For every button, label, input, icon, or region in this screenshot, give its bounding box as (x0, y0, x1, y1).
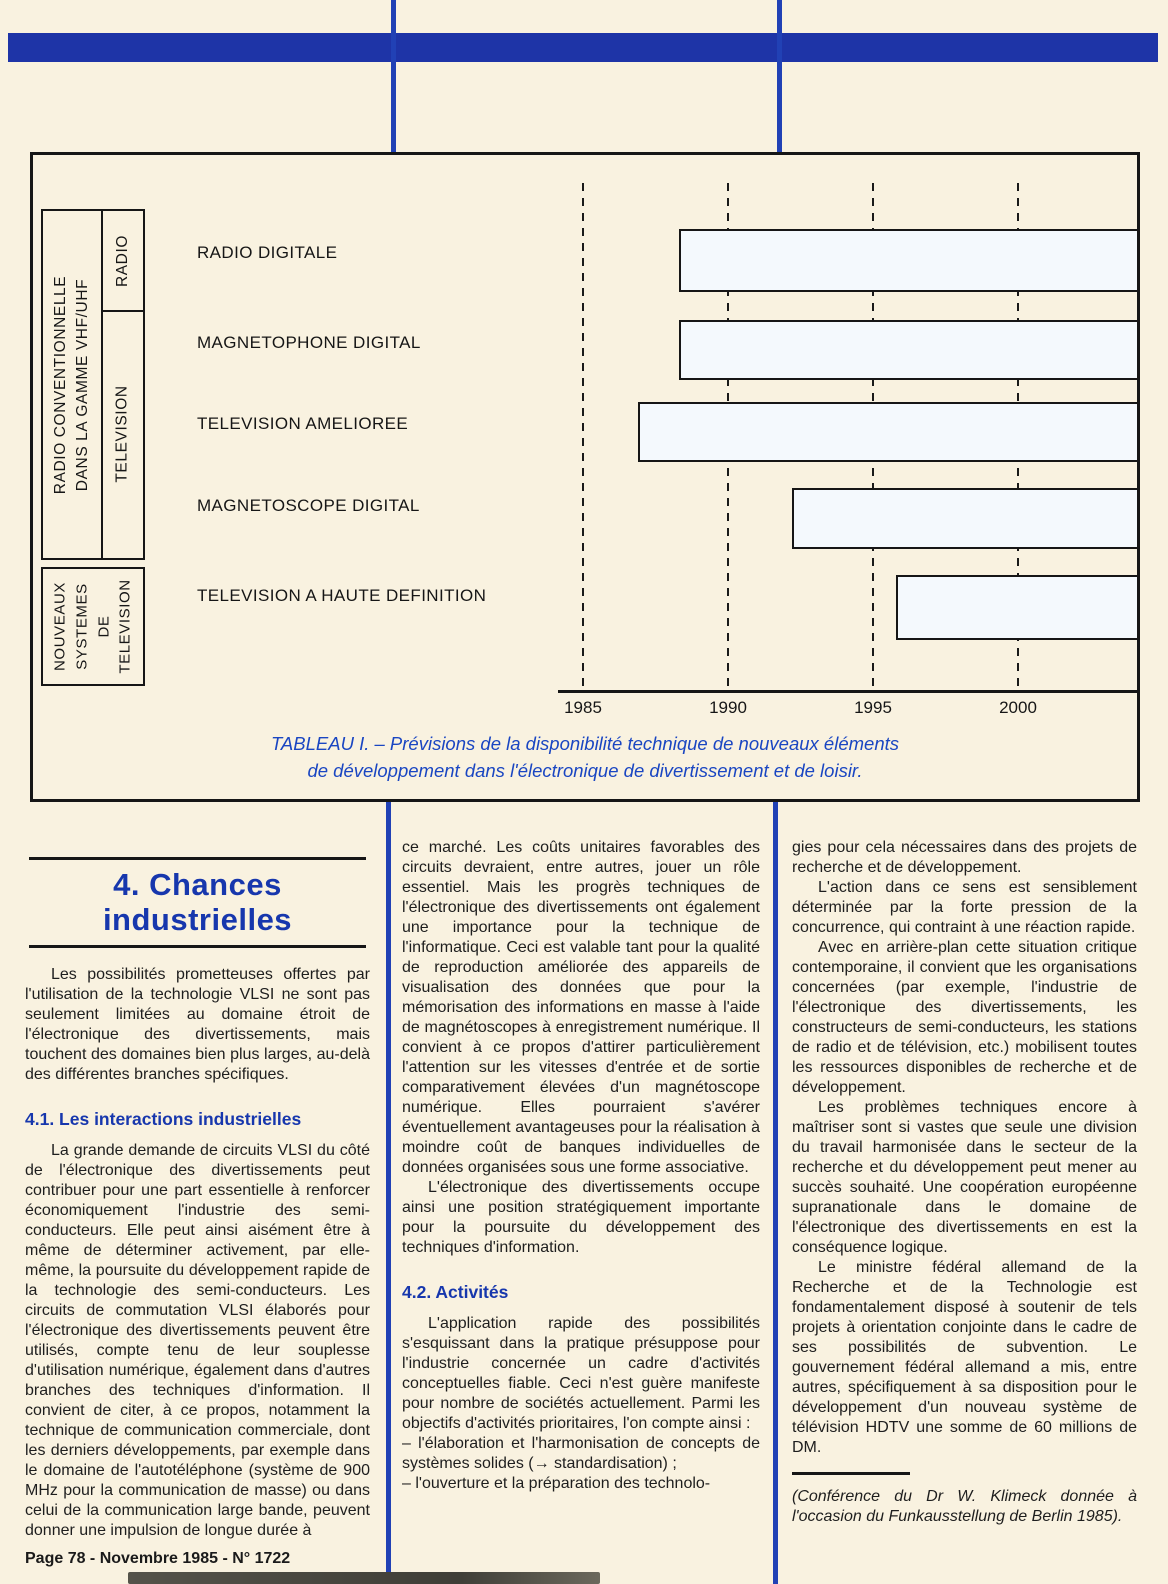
row-label-radio-digitale: RADIO DIGITALE (197, 243, 338, 262)
middle-column (402, 838, 760, 1494)
row-group-table-conventional (41, 209, 145, 560)
figure-caption (33, 730, 1137, 784)
figure-caption-line2: de développement dans l'électronique de divertissement et de loisir. (307, 760, 863, 781)
subsection-heading-4-2: 4.2. Activités (402, 1282, 509, 1302)
list-item: – l'élaboration et l'harmonisation de concepts de systèmes solides (→ standardisation) ; (402, 1435, 760, 1472)
paragraph: La grande demande de circuits VLSI du côté de l'électronique des divertissements peut contribuer pour une part essentielle à renforcer économiquement l'industrie des semi-conducteurs. Elle peut ainsi aisément être à même de déterminer activement, par elle-même, la poursuite du développement rapide de la technologie des semi-conducteurs. Les circuits de commutation VLSI élaborés pour l'électronique des divertissements peuvent être utilisés, compte tenu de leur souplesse d'utilisation numérique, également dans d'autres branches des techniques d'information. Il convient de citer, à ce propos, notamment la technique de communication commerciale, dont les derniers développements, par exemple dans le domaine de l'autotéléphone (système de 900 MHz pour la communication de masse) ou dans celui de la communication large bande, peuvent donner une impulsion de longue durée à (25, 1142, 370, 1539)
subgroup-label-radio: RADIO (114, 234, 131, 287)
paragraph: L'action dans ce sens est sensiblement déterminée par la forte pression de la concurrence, qui contraint à une réaction rapide. (792, 879, 1137, 936)
tick-label-1990: 1990 (709, 698, 747, 717)
list-item: – l'ouverture et la préparation des technolo- (402, 1475, 711, 1492)
row-label-television-hd: TELEVISION A HAUTE DEFINITION (197, 586, 487, 605)
right-column (792, 838, 1137, 1527)
figure-plot-area (33, 155, 1137, 799)
paragraph: ce marché. Les coûts unitaires favorables des circuits devraient, entre autres, jouer un rôle essentiel. Mais les progrès techniques de l'électronique des divertissements ont également une importance pour la technique de l'informatique. Ceci est valable tant pour la qualité de reproduction améliorée des appareils de visualisation des données que pour la mémorisation des informations en masse à l'aide de magnétoscopes à enregistrement numérique. Il convient à ce propos d'attirer particulièrement l'attention sur les vitesses d'entrée et de sortie comparativement élevées d'un magnétoscope numérique. Elles pourraient s'avérer éventuellement avantageuses pour la réalisation à moindre coût de banques individuelles de données organisées sous une forme associative. (402, 839, 760, 1176)
column-divider-right (773, 802, 778, 1584)
paragraph: Les possibilités prometteuses offertes par l'utilisation de la technologie VLSI ne sont pas seulement limitées au domaine étroit de l'électronique des divertissements, mais touchent des domaines bien plus larges, au-delà des différentes branches spécifiques. (25, 966, 370, 1083)
figure-caption-line1: TABLEAU I. – Prévisions de la disponibilité technique de nouveaux éléments (271, 733, 899, 754)
row-label-television-amelioree: TELEVISION AMELIOREE (197, 414, 409, 433)
paragraph: Les problèmes techniques encore à maîtriser sont si vastes que seule une division du travail harmonisée dans le secteur de la recherche et du développement peut mener au succès souhaité. Une coopération européenne supranationale dans le domaine de l'électronique des divertissements en est la conséquence logique. (792, 1099, 1137, 1256)
tick-label-1995: 1995 (854, 698, 892, 717)
row-label-magnetoscope-digital: MAGNETOSCOPE DIGITAL (197, 496, 420, 515)
paragraph: Le ministre fédéral allemand de la Recherche et de la Technologie est fondamentalement disposé à soutenir de tels projets à orientation conjointe dans le cadre de ses possibilités de subvention. Le gouvernement fédéral allemand a mis, entre autres, spécifiquement à sa disposition pour le développement d'un nouveau système de télévision HDTV une somme de 60 millions de DM. (792, 1259, 1137, 1456)
group-label-line: TELEVISION (116, 579, 134, 674)
heading-rule-bottom (29, 945, 366, 948)
paragraph: L'application rapide des possibilités s'esquissant dans la pratique présuppose pour l'industrie concernée un cadre d'activités conceptuelles fiable. Ceci n'est guère manifeste pour nombre de sociétés actuellement. Parmi les objectifs d'activités prioritaires, l'on compte ainsi : (402, 1315, 760, 1432)
note-rule (792, 1472, 910, 1475)
column-divider-left (386, 802, 391, 1584)
group-label-line: DANS LA GAMME VHF/UHF (74, 278, 92, 491)
tick-label-2000: 2000 (999, 698, 1037, 717)
group-label-line: DE (94, 615, 112, 638)
bar-television-amelioree (638, 402, 1137, 462)
subsection-heading-4-1: 4.1. Les interactions industrielles (25, 1109, 302, 1129)
group-label-radio-conventionnelle (43, 211, 101, 558)
conference-note: (Conférence du Dr W. Klimeck donnée à l'occasion du Funkausstellung de Berlin 1985). (792, 1488, 1137, 1525)
gridline-1985 (582, 183, 584, 690)
row-label-magnetophone-digital: MAGNETOPHONE DIGITAL (197, 333, 421, 352)
x-axis-line (558, 690, 1137, 693)
page-footer: Page 78 - Novembre 1985 - N° 1722 (25, 1550, 291, 1567)
paragraph: gies pour cela nécessaires dans des projets de recherche et de développement. (792, 839, 1137, 876)
group-label-line: RADIO CONVENTIONNELLE (52, 275, 70, 494)
section-heading-line1: 4. Chances (113, 867, 282, 902)
bar-magnetoscope-digital (792, 488, 1137, 549)
bar-radio-digitale (679, 229, 1137, 292)
tick-label-1985: 1985 (564, 698, 602, 717)
paragraph: Avec en arrière-plan cette situation critique contemporaine, il convient que les organisations concernées (par exemple, l'industrie de l'électronique des divertissements, les constructeurs de semi-conducteurs, les stations de radio et de télévision, etc.) mobilisent toutes les ressources disponibles de recherche et de développement. (792, 939, 1137, 1096)
subgroup-label-television: TELEVISION (114, 385, 131, 483)
top-column-divider-left (391, 0, 396, 153)
paragraph: L'électronique des divertissements occupe ainsi une position stratégiquement importante pour la poursuite du développement des techniques d'information. (402, 1179, 760, 1256)
bottom-scan-artifact (128, 1572, 600, 1584)
group-label-nouveaux-systemes (43, 569, 143, 684)
row-group-table-new-tv-systems (41, 567, 145, 686)
bar-television-hd (896, 575, 1137, 640)
section-heading (25, 867, 370, 937)
heading-rule-top (29, 857, 366, 860)
group-label-line: SYSTEMES (73, 583, 91, 670)
bar-magnetophone-digital (679, 320, 1137, 380)
top-column-divider-right (777, 0, 782, 153)
header-band (8, 33, 1158, 62)
left-column (25, 857, 370, 1541)
tableau-1-figure (30, 152, 1140, 802)
section-heading-line2: industrielles (102, 902, 293, 937)
group-label-line: NOUVEAUX (51, 582, 69, 672)
